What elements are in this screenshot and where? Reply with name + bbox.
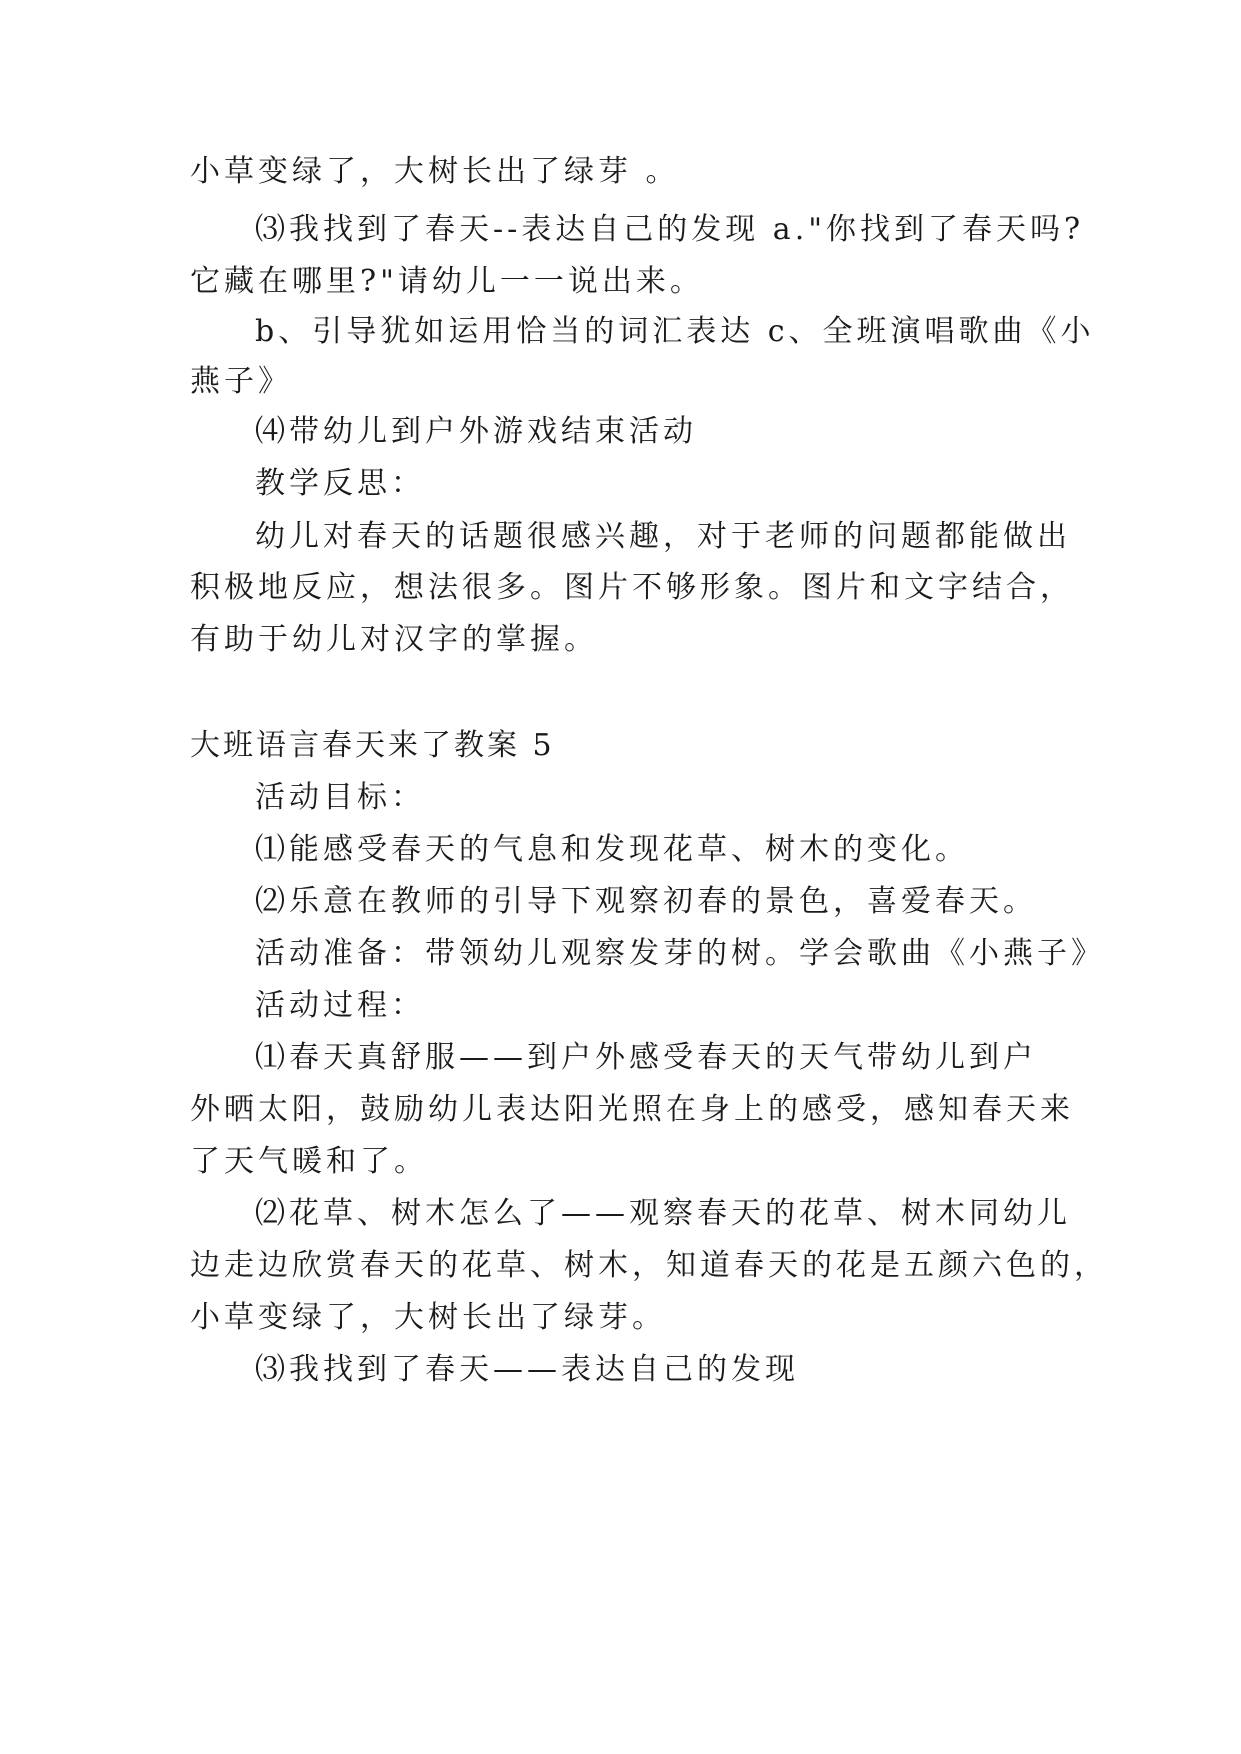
text-line: 积极地反应，想法很多。图片不够形象。图片和文字结合， <box>190 570 1074 605</box>
text-line: 小草变绿了，大树长出了绿芽 。 <box>190 154 680 189</box>
text-line: 外晒太阳，鼓励幼儿表达阳光照在身上的感受，感知春天来 <box>190 1092 1074 1127</box>
text-line: 有助于幼儿对汉字的掌握。 <box>190 622 598 657</box>
text-line: ⑶我找到了春天--表达自己的发现 a."你找到了春天吗? <box>255 212 1085 247</box>
text-line: 活动准备：带领幼儿观察发芽的树。学会歌曲《小燕子》 <box>255 936 1105 971</box>
text-line: 小草变绿了，大树长出了绿芽。 <box>190 1300 666 1335</box>
text-line: ⑴能感受春天的气息和发现花草、树木的变化。 <box>255 832 969 867</box>
text-line: 燕子》 <box>190 364 292 399</box>
section-heading: 活动目标： <box>255 780 425 815</box>
text-line: 边走边欣赏春天的花草、树木，知道春天的花是五颜六色的， <box>190 1248 1108 1283</box>
text-line: ⑶我找到了春天——表达自己的发现 <box>255 1352 799 1387</box>
text-line: b、引导犹如运用恰当的词汇表达 c、全班演唱歌曲《小 <box>255 314 1095 349</box>
text-line: ⑷带幼儿到户外游戏结束活动 <box>255 414 697 449</box>
document-title: 大班语言春天来了教案 5 <box>190 728 555 763</box>
section-heading: 活动过程： <box>255 988 425 1023</box>
text-line: 它藏在哪里?"请幼儿一一说出来。 <box>190 264 704 299</box>
text-line: ⑴春天真舒服——到户外感受春天的天气带幼儿到户 <box>255 1040 1037 1075</box>
text-line: ⑵乐意在教师的引导下观察初春的景色，喜爱春天。 <box>255 884 1037 919</box>
section-heading: 教学反思： <box>255 466 425 501</box>
text-line: 了天气暖和了。 <box>190 1144 428 1179</box>
text-line: ⑵花草、树木怎么了——观察春天的花草、树木同幼儿 <box>255 1196 1071 1231</box>
text-line: 幼儿对春天的话题很感兴趣，对于老师的问题都能做出 <box>255 519 1071 554</box>
